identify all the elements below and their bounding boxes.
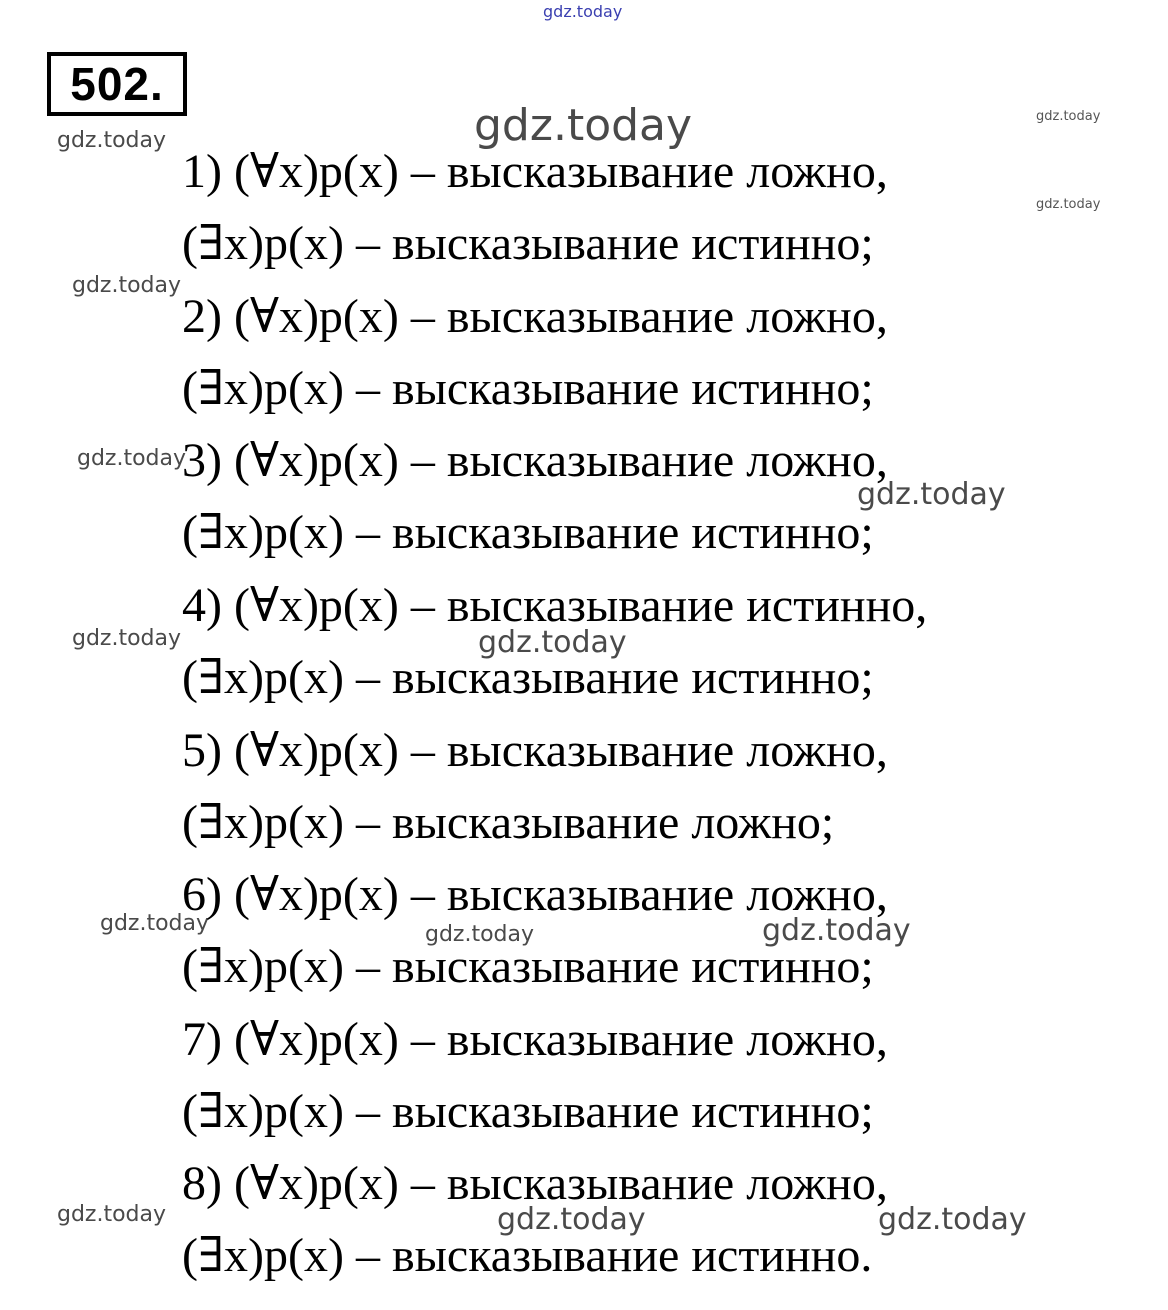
answer-line-forall (182, 868, 888, 921)
watermark-text: gdz.today (77, 446, 187, 471)
answer-line-exists: (∃x)p(x) – высказывание истинно; (182, 217, 874, 270)
answer-line-exists: (∃x)p(x) – высказывание истинно; (182, 1085, 874, 1138)
watermark-text: gdz.today (1036, 109, 1101, 124)
watermark-text: gdz.today (762, 913, 911, 948)
answer-line-forall (182, 434, 888, 487)
answer-line-forall (182, 1013, 888, 1066)
watermark-text: gdz.today (72, 626, 182, 651)
forall-statement: (∀x)p(x) – высказывание ложно, (233, 290, 888, 343)
watermark-text: gdz.today (543, 2, 623, 21)
forall-statement: (∀x)p(x) – высказывание ложно, (233, 145, 888, 198)
item-number: 6) (182, 868, 222, 921)
forall-statement: (∀x)p(x) – высказывание истинно, (233, 579, 928, 632)
answer-line-forall (182, 145, 888, 198)
item-number: 1) (182, 145, 222, 198)
item-number: 2) (182, 290, 222, 343)
item-number: 8) (182, 1157, 222, 1210)
item-number: 5) (182, 724, 222, 777)
forall-statement: (∀x)p(x) – высказывание ложно, (233, 1013, 888, 1066)
problem-number: 502. (47, 52, 187, 116)
answer-line-exists: (∃x)p(x) – высказывание истинно. (182, 1229, 873, 1282)
answer-line-exists: (∃x)p(x) – высказывание истинно; (182, 651, 874, 704)
watermark-text: gdz.today (72, 273, 182, 298)
watermark-text: gdz.today (497, 1202, 646, 1237)
forall-statement: (∀x)p(x) – высказывание ложно, (233, 1157, 888, 1210)
answer-line-forall (182, 290, 888, 343)
watermark-text: gdz.today (474, 100, 693, 151)
watermark-text: gdz.today (100, 911, 210, 936)
forall-statement: (∀x)p(x) – высказывание ложно, (233, 868, 888, 921)
answer-line-forall (182, 724, 888, 777)
watermark-text: gdz.today (425, 922, 535, 947)
answer-line-exists: (∃x)p(x) – высказывание истинно; (182, 362, 874, 415)
watermark-text: gdz.today (57, 1202, 167, 1227)
watermark-text: gdz.today (878, 1202, 1027, 1237)
watermark-text: gdz.today (478, 625, 627, 660)
answer-line-forall (182, 579, 928, 632)
forall-statement: (∀x)p(x) – высказывание ложно, (233, 434, 888, 487)
watermark-text: gdz.today (857, 477, 1006, 512)
answer-line-exists: (∃x)p(x) – высказывание истинно; (182, 506, 874, 559)
answer-line-forall (182, 1157, 888, 1210)
answer-line-exists: (∃x)p(x) – высказывание истинно; (182, 940, 874, 993)
watermark-text: gdz.today (57, 128, 167, 153)
answer-line-exists: (∃x)p(x) – высказывание ложно; (182, 796, 835, 849)
forall-statement: (∀x)p(x) – высказывание ложно, (233, 724, 888, 777)
item-number: 3) (182, 434, 222, 487)
watermark-text: gdz.today (1036, 197, 1101, 212)
item-number: 7) (182, 1013, 222, 1066)
item-number: 4) (182, 579, 222, 632)
